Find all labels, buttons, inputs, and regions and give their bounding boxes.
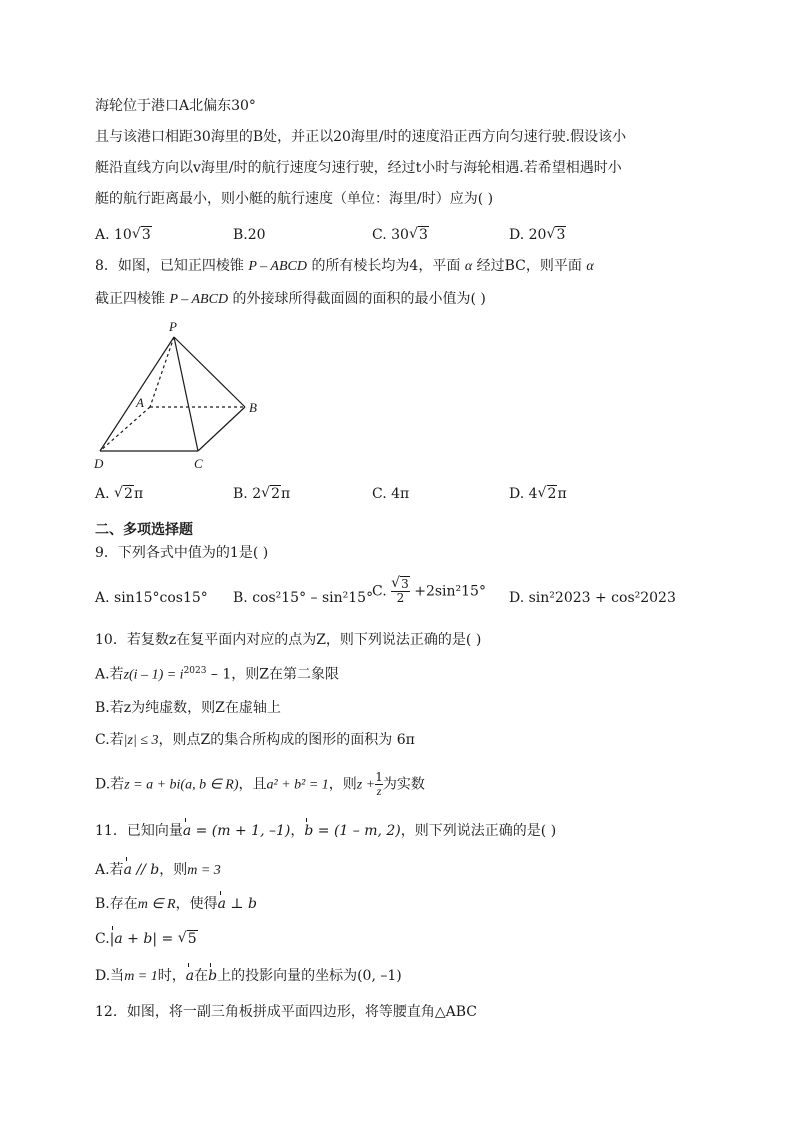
q10-option-c: C.若|z| ≤ 3，则点Z的集合所构成的图形的面积为 6π — [95, 732, 415, 748]
edge-pb — [174, 337, 245, 407]
q11-option-a: A.若a // b，则m = 3 — [95, 862, 221, 878]
edge-ad — [100, 407, 150, 451]
q11-stem: 11．已知向量a = (m + 1, –1)，b = (1 – m, 2)，则下列说法正确的是( ) — [95, 823, 557, 839]
q9-option-d: D. sin²2023 + cos²2023 — [509, 590, 676, 606]
section-heading: 二、多项选择题 — [95, 522, 193, 538]
q7-line2: 且与该港口相距30海里的B处，并正以20海里/时的速度沿正西方向匀速行驶.假设该小 — [95, 129, 627, 145]
q8-line2: 截正四棱锥 P – ABCD 的外接球所得截面圆的面积的最小值为( ) — [95, 291, 486, 307]
q11-option-c: C.|a + b| = √ 5 — [95, 929, 198, 949]
q10-stem: 10．若复数z在复平面内对应的点为Z，则下列说法正确的是( ) — [95, 632, 482, 648]
q7-line3: 艇沿直线方向以v海里/时的航行速度匀速行驶，经过t小时与海轮相遇.若希望相遇时小 — [95, 160, 622, 176]
q7-option-a: A. 10√ 3 — [95, 225, 152, 245]
q7-line4: 艇的航行距离最小，则小艇的航行速度（单位：海里/时）应为( ) — [95, 191, 494, 207]
pyramid-figure — [90, 315, 280, 475]
edge-pc — [174, 337, 198, 451]
edge-cb — [198, 407, 245, 451]
label-a: A — [136, 395, 144, 410]
q9-option-b: B. cos²15° – sin²15° — [233, 590, 374, 606]
edge-pd — [100, 337, 174, 451]
q11-option-d: D.当m = 1时，a在b上的投影向量的坐标为(0, –1) — [95, 968, 402, 984]
label-d: D — [94, 456, 104, 471]
label-c: C — [194, 456, 203, 471]
q7-option-b: B.20 — [233, 227, 266, 243]
q9-stem: 9．下列各式中值为的1是( ) — [95, 545, 269, 561]
q7-option-c: C. 30√ 3 — [372, 225, 429, 245]
q9-option-a: A. sin15°cos15° — [95, 590, 208, 606]
label-b: B — [249, 400, 257, 415]
q10-option-b: B.若z为纯虚数，则Z在虚轴上 — [95, 700, 281, 716]
q8-option-a: A. √ 2π — [95, 484, 143, 504]
q10-option-a: A.若$z(i - 1) = i^{2023} - 1$，则Z在第二象限 — [95, 666, 340, 683]
q7-line1: 海轮位于港口A北偏东30° — [95, 98, 256, 114]
q12-stem: 12．如图，将一副三角板拼成平面四边形，将等腰直角△ABC — [95, 1004, 477, 1020]
edge-pa — [150, 337, 174, 407]
q7-option-d: D. 20√ 3 — [509, 225, 566, 245]
q10-option-d: D.若z = a + bi(a, b ∈ R)，且a² + b² = 1，则z + $\frac{1}{z}$ 为实数 — [95, 770, 425, 798]
q9-option-c: C. √ $\frac{3}{2}$ +2sin²15° — [372, 578, 486, 605]
q8-line1: 8．如图，已知正四棱锥 P – ABCD 的所有棱长均为4，平面 α 经过BC，则平面 α — [95, 258, 594, 274]
q8-option-d: D. 4√ 2π — [509, 484, 567, 504]
label-p: P — [169, 319, 177, 334]
q11-option-b: B.存在m ∈ R，使得a ⊥ b — [95, 896, 257, 912]
q8-option-b: B. 2√ 2π — [233, 484, 290, 504]
q8-option-c: C. 4π — [372, 486, 410, 502]
